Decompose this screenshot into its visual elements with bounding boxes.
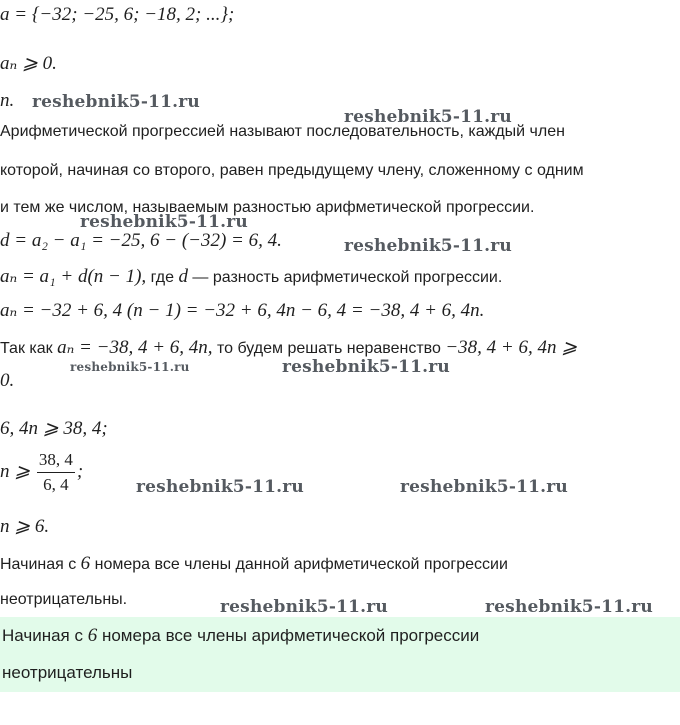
answer-line-1: Начиная с 6 номера все члены арифметической прогрессии [2, 625, 480, 646]
sequence-definition: a = {−32; −25, 6; −18, 2; ...}; [0, 4, 235, 25]
watermark: reshebnik5-11.ru [282, 357, 450, 377]
watermark: reshebnik5-11.ru [344, 107, 512, 127]
condition-nonnegative: aₙ ⩾ 0. [0, 53, 57, 74]
find-n: n. [0, 90, 15, 111]
definition-line-1: Арифметической прогрессией называют последовательность, каждый член [0, 123, 565, 140]
watermark: reshebnik5-11.ru [70, 360, 190, 374]
answer-line-2: неотрицательны [2, 663, 133, 682]
since-statement-continuation: 0. [0, 370, 15, 391]
nth-term-calculation: aₙ = −32 + 6, 4 (n − 1) = −32 + 6, 4n − 6, 4 = −38, 4 + 6, 4n. [0, 300, 485, 321]
fraction: $\frac{38, 4}{6, 4}$ [38, 450, 73, 494]
definition-line-3: и тем же числом, называемым разностью арифметической прогрессии. [0, 199, 535, 216]
answer-box [0, 617, 680, 692]
watermark: reshebnik5-11.ru [400, 477, 568, 497]
inequality-step-1: 6, 4n ⩾ 38, 4; [0, 418, 108, 439]
definition-line-2: которой, начиная со второго, равен предыдущему члену, сложенному с одним [0, 162, 584, 179]
inequality-step-3: n ⩾ 6. [0, 516, 50, 537]
watermark: reshebnik5-11.ru [32, 92, 200, 112]
since-statement: Так как aₙ = −38, 4 + 6, 4n, то будем решать неравенство −38, 4 + 6, 4n ⩾ [0, 337, 578, 358]
watermark: reshebnik5-11.ru [136, 477, 304, 497]
watermark: reshebnik5-11.ru [80, 212, 248, 232]
watermark: reshebnik5-11.ru [220, 597, 388, 617]
watermark: reshebnik5-11.ru [485, 597, 653, 617]
inequality-step-2: n ⩾ $\frac{38, 4}{6, 4}$ ; [0, 450, 84, 494]
conclusion-line-1: Начиная с 6 номера все члены данной арифметической прогрессии [0, 553, 508, 574]
nth-term-formula: aₙ = a₁ + d(n − 1), где d — разность арифметической прогрессии. [0, 266, 503, 287]
difference-formula: d = a₂ − a₁ = −25, 6 − (−32) = 6, 4. [0, 230, 282, 251]
watermark: reshebnik5-11.ru [344, 236, 512, 256]
conclusion-line-2: неотрицательны. [0, 591, 128, 608]
